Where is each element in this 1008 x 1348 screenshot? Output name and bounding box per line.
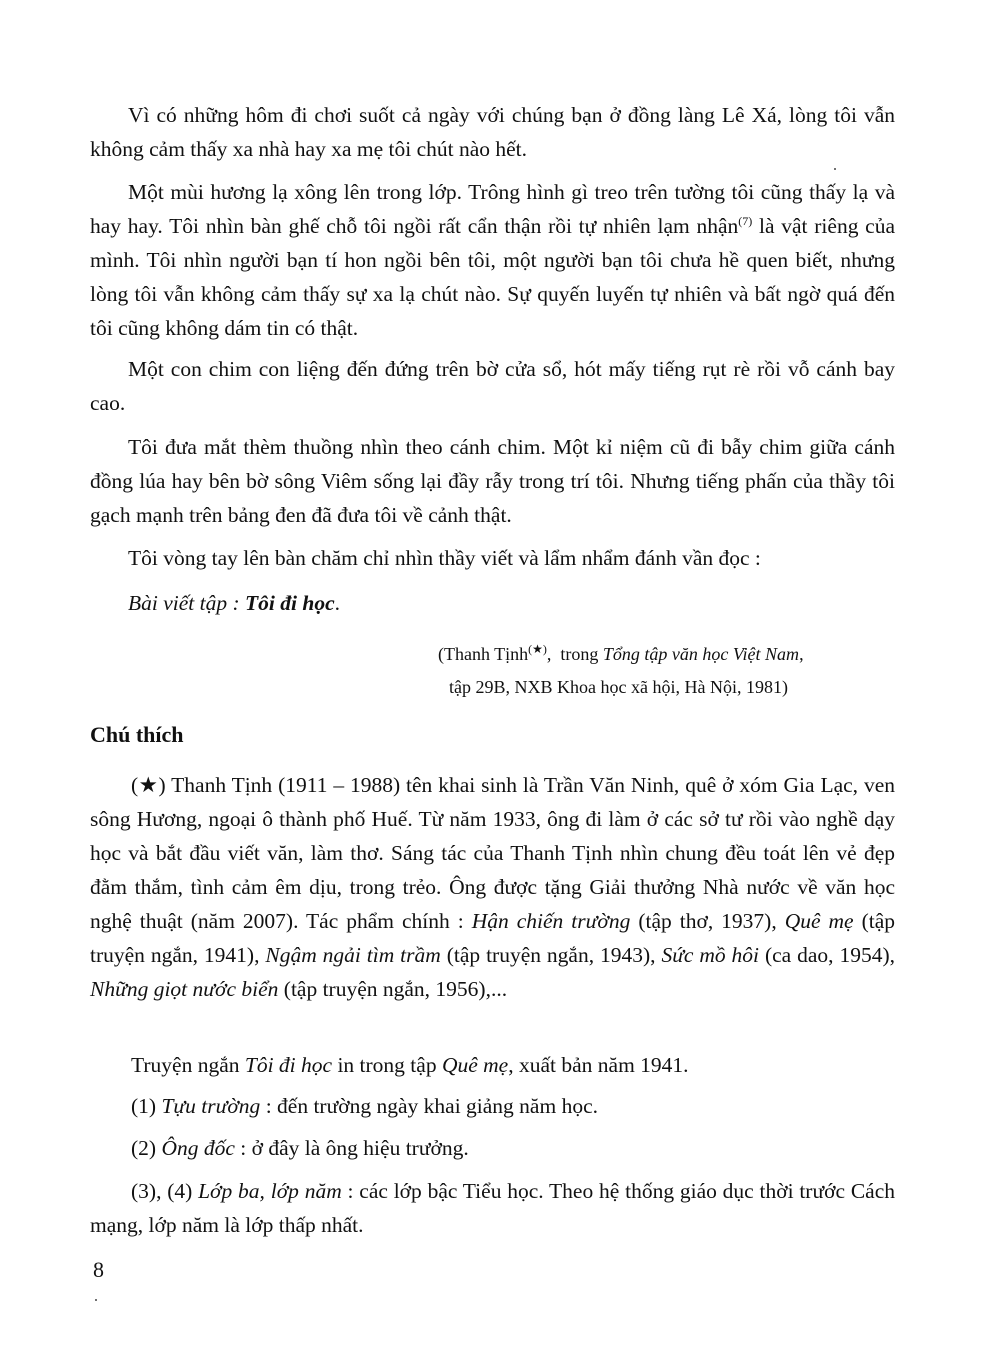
footnote-2 bbox=[90, 1131, 895, 1165]
exercise-title: Tôi đi học bbox=[245, 591, 335, 615]
bio-text-2: (tập thơ, 1937), bbox=[630, 909, 785, 933]
footnote-2-definition: : ở đây là ông hiệu trưởng. bbox=[234, 1136, 469, 1160]
footnote-1-definition: : đến trường ngày khai giảng năm học. bbox=[260, 1094, 598, 1118]
citation-mid: , trong bbox=[546, 644, 603, 664]
bio-text-4: (tập truyện ngắn, 1943), bbox=[440, 943, 662, 967]
story-title: Tôi đi học bbox=[244, 1053, 333, 1077]
note-author-bio bbox=[90, 768, 895, 1006]
paragraph-3 bbox=[90, 352, 895, 420]
bio-text-3: (tập truyện ngắn, 1941), bbox=[90, 909, 895, 967]
citation-author: (Thanh Tịnh bbox=[438, 644, 529, 664]
footnote-3-4 bbox=[90, 1174, 895, 1242]
page-number: 8 bbox=[93, 1257, 104, 1282]
work-title-4: Sức mồ hôi bbox=[661, 943, 760, 967]
citation-line-1 bbox=[438, 638, 898, 671]
footnote-3-4-number: (3), (4) bbox=[131, 1179, 199, 1203]
paragraph-5 bbox=[90, 541, 895, 575]
story-text-1: Truyện ngắn bbox=[131, 1053, 245, 1077]
work-title-1: Hận chiến trường bbox=[471, 909, 631, 933]
citation-book-title: Tổng tập văn học Việt Nam bbox=[602, 644, 800, 664]
paragraph-1-text: Vì có những hôm đi chơi suốt cả ngày với chúng bạn ở đồng làng Lê Xá, lòng tôi vẫn không cảm thấy xa nhà hay xa mẹ tôi chút nào hết. bbox=[90, 103, 895, 161]
paragraph-2-text-b: là vật riêng của mình. Tôi nhìn người bạn tí hon ngồi bên tôi, một người bạn tôi chưa hề quen biết, nhưng lòng tôi vẫn không cảm thấy sự xa lạ chút nào. Sự quyến luyến tự nhiên và bất ngờ quá đến tôi cũng không dám tin có thật. bbox=[90, 214, 896, 340]
footnote-1-term: Tựu trường bbox=[161, 1094, 261, 1118]
scan-speck bbox=[95, 1299, 97, 1301]
footnote-ref-7: (7) bbox=[738, 213, 753, 228]
paragraph-1 bbox=[90, 98, 895, 166]
exercise-line bbox=[90, 586, 895, 620]
footnote-2-term: Ông đốc bbox=[161, 1136, 235, 1160]
bio-text-1: (★) Thanh Tịnh (1911 – 1988) tên khai sinh là Trần Văn Ninh, quê ở xóm Gia Lạc, ven sông Hương, ngoại ô thành phố Huế. Từ năm 1933, ông đi làm ở các sở tư rồi vào nghề dạy học và bắt đầu viết văn, làm thơ. Sáng tác của Thanh Tịnh nhìn chung đều toát lên vẻ đẹp đằm thắm, tình cảm êm dịu, trong trẻo. Ông được tặng Giải thưởng Nhà nước về văn học nghệ thuật (năm 2007). Tác phẩm chính : bbox=[90, 773, 895, 933]
bio-text-6: (tập truyện ngắn, 1956),... bbox=[278, 977, 508, 1001]
footnote-1-number: (1) bbox=[131, 1094, 162, 1118]
work-title-2: Quê mẹ bbox=[784, 909, 854, 933]
scan-speck bbox=[834, 168, 836, 170]
notes-heading: Chú thích bbox=[90, 722, 184, 747]
footnote-3-4-definition: : các lớp bậc Tiểu học. Theo hệ thống giáo dục thời trước Cách mạng, lớp năm là lớp thấp nhất. bbox=[90, 1179, 895, 1237]
paragraph-4 bbox=[90, 430, 895, 532]
exercise-label: Bài viết tập : bbox=[128, 591, 246, 615]
exercise-end: . bbox=[334, 591, 340, 615]
paragraph-4-text: Tôi đưa mắt thèm thuồng nhìn theo cánh chim. Một kỉ niệm cũ đi bẫy chim giữa cánh đồng lúa hay bên bờ sông Viêm sống lại đầy rẫy trong trí tôi. Nhưng tiếng phấn của thầy tôi gạch mạnh trên bảng đen đã đưa tôi về cảnh thật. bbox=[90, 435, 895, 527]
citation-line-2: tập 29B, NXB Khoa học xã hội, Hà Nội, 1981) bbox=[449, 677, 788, 697]
note-story bbox=[90, 1048, 895, 1082]
story-text-3: , xuất bản năm 1941. bbox=[508, 1053, 689, 1077]
paragraph-3-text: Một con chim con liệng đến đứng trên bờ cửa sổ, hót mấy tiếng rụt rè rồi vỗ cánh bay cao. bbox=[90, 357, 895, 415]
work-title-5: Những giọt nước biển bbox=[90, 977, 279, 1001]
paragraph-2 bbox=[90, 175, 895, 345]
footnote-1 bbox=[90, 1089, 895, 1123]
bio-text-5: (ca dao, 1954), bbox=[759, 943, 895, 967]
paragraph-2-text-a: Một mùi hương lạ xông lên trong lớp. Trông hình gì treo trên tường tôi cũng thấy lạ và hay hay. Tôi nhìn bàn ghế chỗ tôi ngồi rất cẩn thận rồi tự nhiên lạm nhận bbox=[90, 180, 895, 238]
collection-title: Quê mẹ bbox=[441, 1053, 509, 1077]
story-text-2: in trong tập bbox=[332, 1053, 442, 1077]
source-citation bbox=[438, 638, 898, 704]
footnote-2-number: (2) bbox=[131, 1136, 162, 1160]
citation-star-ref: (★) bbox=[528, 642, 547, 656]
citation-comma: , bbox=[799, 644, 804, 664]
paragraph-5-text: Tôi vòng tay lên bàn chăm chỉ nhìn thầy viết và lẩm nhẩm đánh vần đọc : bbox=[128, 546, 761, 570]
footnote-3-4-term: Lớp ba, lớp năm bbox=[198, 1179, 342, 1203]
work-title-3: Ngậm ngải tìm trầm bbox=[265, 943, 441, 967]
